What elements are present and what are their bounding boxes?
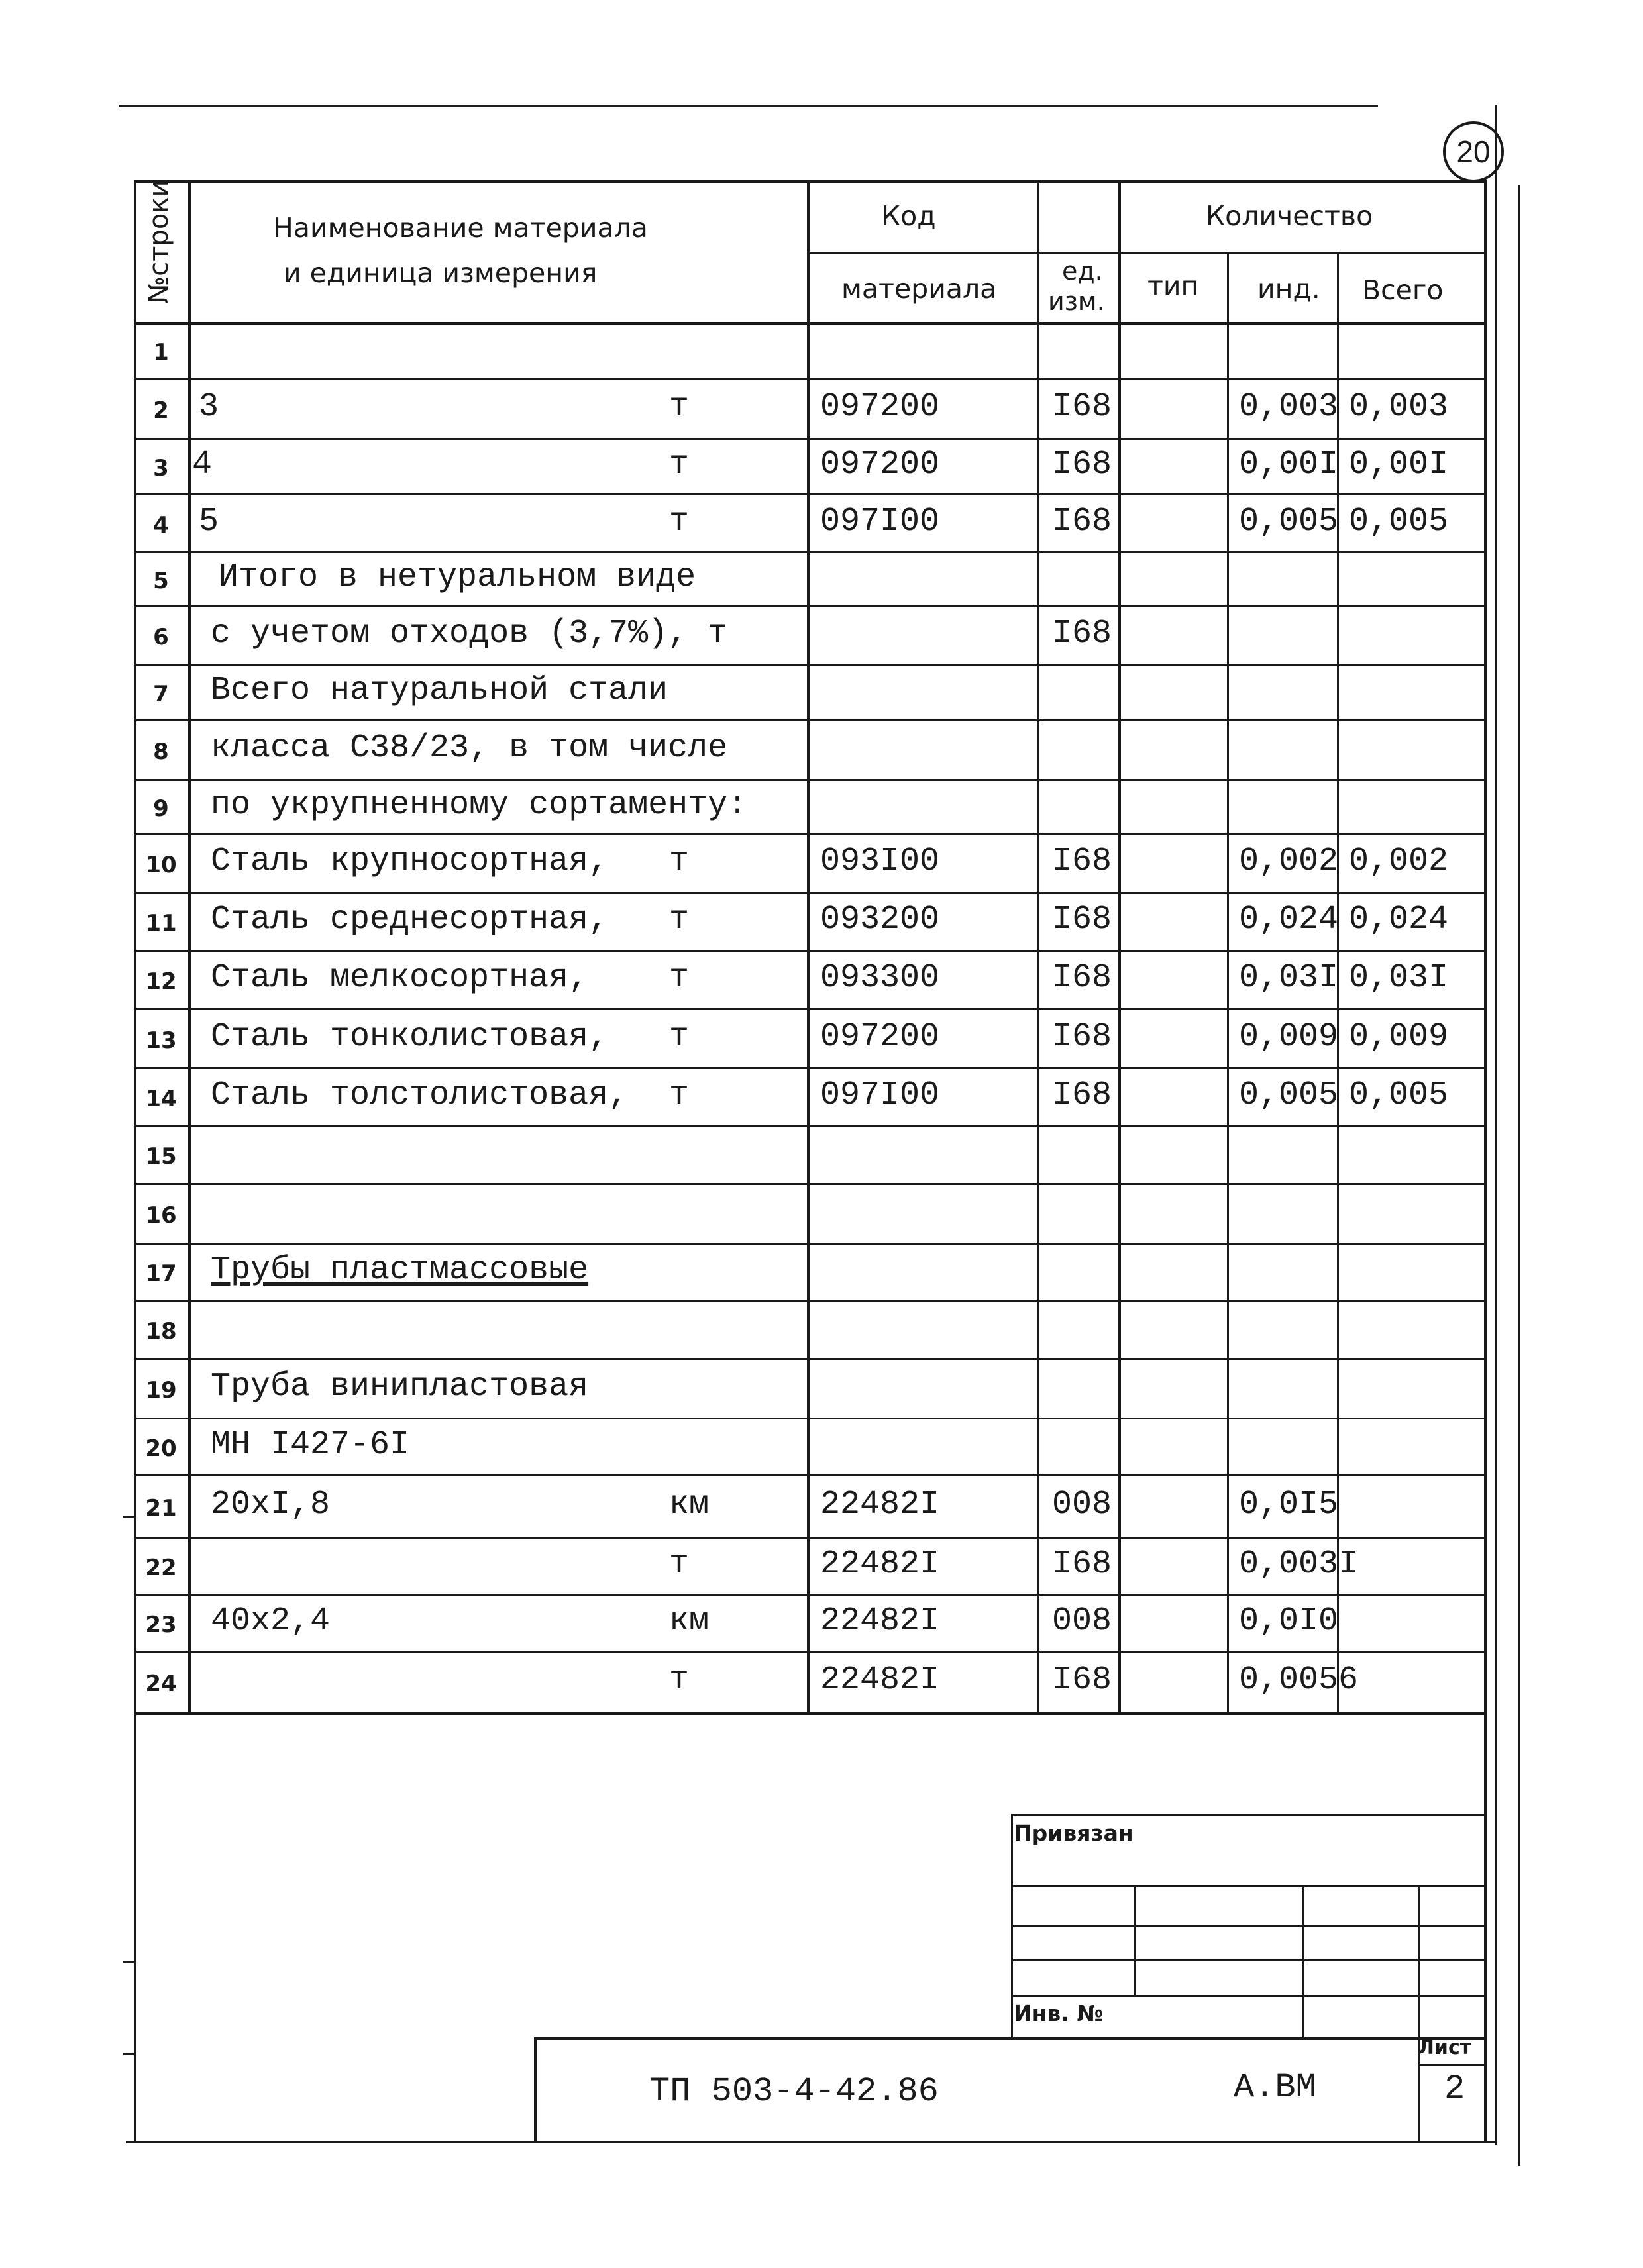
material-name-header-line2: и единица измерения: [284, 257, 598, 289]
unit-label: т: [669, 446, 690, 484]
material-code: 22482I: [820, 1661, 940, 1699]
row-divider-line: [134, 551, 1485, 553]
margin-tick: [123, 1961, 134, 1963]
stamp-line: [1011, 1885, 1485, 1887]
material-name: с учетом отходов (3,7%), т: [211, 615, 728, 652]
frame-right-line: [1495, 105, 1497, 2145]
row-divider-line: [134, 950, 1485, 952]
stamp-line: [1418, 2064, 1485, 2066]
material-name: класса С38/23, в том числе: [211, 729, 728, 767]
row-divider-line: [134, 605, 1485, 607]
material-code: 093200: [820, 901, 940, 939]
unit-label: т: [669, 502, 690, 541]
ind-quantity: 0,0I5: [1239, 1486, 1339, 1523]
material-name: 4: [192, 446, 213, 484]
total-quantity: 0,005: [1349, 1076, 1449, 1114]
row-divider-line: [134, 1008, 1485, 1010]
material-name: Сталь среднесортная,: [211, 901, 609, 939]
row-number: 21: [145, 1495, 177, 1521]
material-name: Труба винипластовая: [211, 1368, 589, 1406]
code-header: Код: [881, 200, 936, 232]
stamp-line: [534, 2037, 537, 2142]
row-number: 14: [145, 1085, 177, 1112]
row-number: 8: [153, 739, 169, 765]
document-code: ТП 503-4-42.86: [649, 2072, 939, 2111]
row-divider-line: [134, 833, 1485, 835]
unit-code-header-2: изм.: [1048, 287, 1105, 316]
ind-quantity: 0,0I0: [1239, 1602, 1339, 1640]
row-number: 12: [145, 968, 177, 995]
ind-quantity: 0,005: [1239, 502, 1339, 541]
ind-quantity: 0,003I: [1239, 1545, 1359, 1583]
stamp-line: [1011, 1959, 1485, 1961]
unit-column-line: [1037, 180, 1039, 1712]
material-code: 097I00: [820, 1076, 940, 1114]
material-code: 097200: [820, 446, 940, 484]
row-divider-line: [134, 438, 1485, 440]
unit-code: I68: [1052, 1076, 1112, 1114]
sheet-label: Лист: [1418, 2036, 1472, 2059]
stamp-line: [1418, 1885, 1420, 2142]
stamp-line: [1302, 1885, 1304, 2037]
material-name: 3: [199, 387, 219, 426]
material-code: 093300: [820, 959, 940, 997]
row-divider-line: [134, 1183, 1485, 1185]
row-number: 9: [153, 796, 169, 822]
unit-code: I68: [1052, 959, 1112, 997]
total-quantity: 0,002: [1349, 843, 1449, 880]
unit-code: I68: [1052, 502, 1112, 541]
material-name: МН I427-6I: [211, 1426, 410, 1464]
row-number: 19: [145, 1377, 177, 1404]
material-name: по укрупненному сортаменту:: [211, 786, 748, 824]
unit-code: 008: [1052, 1602, 1112, 1640]
stamp-line: [1484, 1712, 1487, 2142]
row-divider-line: [134, 1474, 1485, 1476]
quantity-header: Количество: [1206, 200, 1373, 232]
quantity-column-line: [1118, 180, 1121, 1712]
row-number: 15: [145, 1143, 177, 1170]
row-divider-line: [134, 719, 1485, 721]
row-number: 10: [145, 852, 177, 878]
ind-quantity: 0,002: [1239, 843, 1339, 880]
margin-tick: [123, 2053, 134, 2055]
material-code: 097200: [820, 387, 940, 426]
unit-label: т: [669, 901, 690, 939]
row-divider-line: [134, 892, 1485, 894]
unit-code: I68: [1052, 1017, 1112, 1056]
material-name: Сталь крупносортная,: [211, 843, 609, 880]
unit-code: I68: [1052, 387, 1112, 426]
row-divider-line: [134, 1594, 1485, 1596]
unit-label: км: [669, 1602, 710, 1640]
unit-label: км: [669, 1486, 710, 1523]
unit-label: т: [669, 1661, 690, 1699]
row-number: 5: [153, 568, 169, 594]
margin-tick: [123, 1516, 134, 1518]
unit-code: I68: [1052, 901, 1112, 939]
row-number: 3: [153, 455, 169, 482]
row-divider-line: [134, 779, 1485, 781]
row-number: 7: [153, 681, 169, 707]
unit-label: т: [669, 1076, 690, 1114]
material-name: Сталь тонколистовая,: [211, 1017, 609, 1056]
ind-quantity: 0,003: [1239, 387, 1339, 426]
material-name: 5: [199, 502, 219, 541]
row-divider-line: [134, 1358, 1485, 1360]
total-header: Всего: [1362, 274, 1444, 306]
code-column-line: [807, 180, 810, 1712]
material-code: 22482I: [820, 1545, 940, 1583]
ind-quantity: 0,00I: [1239, 446, 1339, 484]
total-quantity: 0,003: [1349, 387, 1449, 426]
total-quantity: 0,009: [1349, 1017, 1449, 1056]
material-code-header: материала: [841, 273, 997, 305]
row-number-column-line: [188, 180, 191, 1712]
unit-code-header-1: ед.: [1062, 256, 1103, 285]
stamp-line: [1011, 1995, 1485, 1997]
sheet-number: 2: [1444, 2069, 1465, 2108]
row-number: 18: [145, 1318, 177, 1345]
row-divider-line: [134, 1243, 1485, 1245]
top-border-line: [119, 105, 1378, 107]
unit-code: 008: [1052, 1486, 1112, 1523]
unit-label: т: [669, 1017, 690, 1056]
row-divider-line: [134, 378, 1485, 380]
ind-column-line: [1227, 252, 1229, 1712]
row-number: 1: [153, 339, 169, 366]
unit-code: I68: [1052, 615, 1112, 652]
row-number-header: №строки: [144, 180, 174, 304]
material-name: 40x2,4: [211, 1602, 331, 1640]
unit-code: I68: [1052, 1545, 1112, 1583]
table-right-line: [1484, 180, 1487, 1712]
row-number: 17: [145, 1261, 177, 1287]
frame-outer-right-line: [1518, 185, 1520, 2166]
unit-label: т: [669, 959, 690, 997]
ind-quantity: 0,024: [1239, 901, 1339, 939]
stamp-line: [1011, 1925, 1485, 1927]
total-quantity: 0,00I: [1349, 446, 1449, 484]
stamp-line: [1134, 1885, 1136, 1995]
unit-code: I68: [1052, 843, 1112, 880]
table-top-line: [134, 180, 1485, 183]
row-divider-line: [134, 1067, 1485, 1069]
table-bottom-line: [134, 1712, 1485, 1715]
row-number: 23: [145, 1612, 177, 1638]
ind-quantity: 0,03I: [1239, 959, 1339, 997]
unit-label: т: [669, 1545, 690, 1583]
row-divider-line: [134, 1418, 1485, 1419]
material-code: 22482I: [820, 1602, 940, 1640]
unit-label: т: [669, 843, 690, 880]
material-code: 093I00: [820, 843, 940, 880]
row-number: 2: [153, 397, 169, 424]
row-divider-line: [134, 1300, 1485, 1302]
type-header: тип: [1147, 270, 1199, 302]
row-number: 16: [145, 1202, 177, 1229]
row-divider-line: [134, 664, 1485, 666]
bound-label: Привязан: [1014, 1820, 1134, 1846]
document-mark: А.ВМ: [1234, 2068, 1316, 2107]
stamp-line: [1011, 1814, 1485, 1816]
frame-bottom-line: [126, 2141, 1497, 2143]
ind-quantity: 0,0056: [1239, 1661, 1359, 1699]
row-number: 22: [145, 1555, 177, 1581]
row-divider-line: [134, 1537, 1485, 1539]
material-name: 20xI,8: [211, 1486, 331, 1523]
row-divider-line: [134, 1651, 1485, 1653]
total-quantity: 0,03I: [1349, 959, 1449, 997]
total-quantity: 0,005: [1349, 502, 1449, 541]
material-name: Сталь толстолистовая,: [211, 1076, 629, 1114]
material-code: 097200: [820, 1017, 940, 1056]
row-number: 20: [145, 1435, 177, 1462]
unit-code: I68: [1052, 446, 1112, 484]
material-code: 22482I: [820, 1486, 940, 1523]
total-quantity: 0,024: [1349, 901, 1449, 939]
material-name: Сталь мелкосортная,: [211, 959, 589, 997]
material-name-header-line1: Наименование материала: [273, 212, 648, 244]
header-sub-line: [807, 252, 1485, 254]
row-divider-line: [134, 493, 1485, 495]
unit-label: т: [669, 387, 690, 426]
stamp-line: [534, 2037, 1485, 2040]
header-bottom-line: [134, 322, 1485, 325]
unit-code: I68: [1052, 1661, 1112, 1699]
row-divider-line: [134, 1125, 1485, 1127]
row-number: 4: [153, 511, 169, 539]
ind-quantity: 0,005: [1239, 1076, 1339, 1114]
row-number: 11: [145, 910, 177, 937]
row-number: 6: [153, 624, 169, 650]
material-name: Трубы пластмассовые: [211, 1251, 589, 1289]
material-code: 097I00: [820, 502, 940, 541]
inventory-label: Инв. №: [1014, 2000, 1104, 2026]
row-number: 13: [145, 1027, 177, 1054]
row-number: 24: [145, 1671, 177, 1697]
material-name: Всего натуральной стали: [211, 672, 668, 709]
ind-quantity: 0,009: [1239, 1017, 1339, 1056]
ind-header: инд.: [1257, 273, 1320, 305]
material-name: Итого в нетуральном виде: [219, 558, 696, 596]
sheet-number-badge: 20: [1443, 121, 1504, 182]
